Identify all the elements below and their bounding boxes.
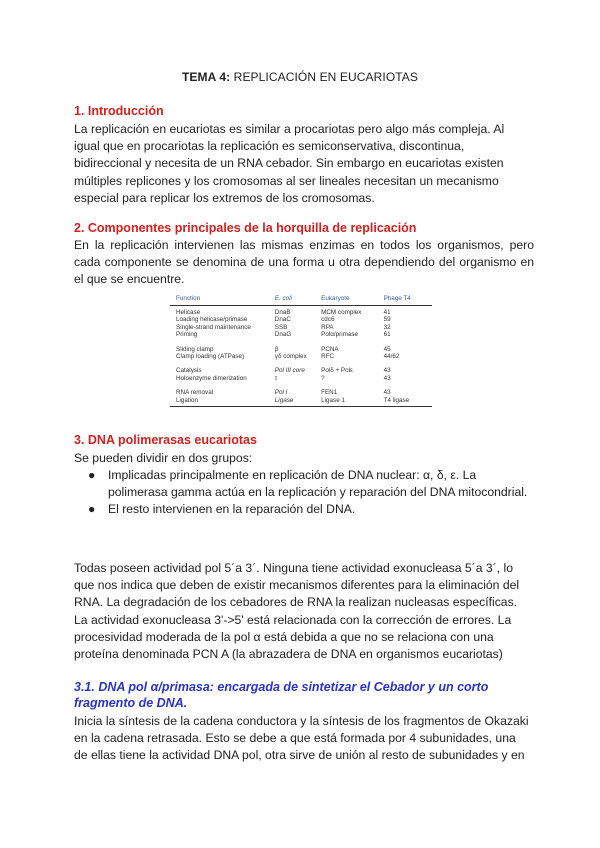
section-1-heading: 1. Introducción	[74, 104, 164, 118]
table-header-row	[170, 293, 432, 306]
table-row	[170, 346, 432, 353]
paragraph-line: procesividad moderada de la pol α está debida a que no se relaciona con una	[74, 629, 494, 644]
section-3-paragraph	[74, 560, 534, 663]
table-cell: Loading helicase/primase	[176, 316, 248, 324]
table-cell: Pol III core	[274, 367, 305, 375]
paragraph-line: que nos indica que deben de existir mecanismos diferentes para la eliminación del	[74, 578, 520, 593]
paragraph-line: RNA. La degradación de los cebadores de RNA la realizan nucleasas específicas.	[74, 595, 518, 610]
table-cell: 43	[383, 374, 391, 382]
table-row	[170, 389, 432, 396]
table-cell: PCNA	[321, 345, 339, 353]
table-cell: Sliding clamp	[176, 345, 214, 353]
heading-line: fragmento de DNA.	[74, 696, 188, 710]
replication-components-table	[170, 293, 432, 408]
table-cell: Clamp loading (ATPase)	[176, 353, 245, 361]
paragraph-line: de ellas tiene la actividad DNA pol, otra sirve de unión al resto de subunidades y en	[74, 748, 525, 763]
section-3-1-paragraph	[74, 713, 534, 765]
table-cell: 44/62	[383, 353, 400, 361]
paragraph-line: bidireccional y necesita de un RNA cebador. Sin embargo en eucariotas existen	[74, 156, 504, 171]
table-cell: 61	[383, 331, 391, 339]
table-cell: 45	[383, 345, 391, 353]
table-header-cell: E. coli	[275, 293, 321, 306]
table-row	[170, 353, 432, 360]
list-item-line: Implicadas principalmente en replicación de DNA nuclear: α, δ, ε. La	[108, 468, 477, 482]
table-cell: RPA	[321, 323, 334, 331]
bullet-icon: ●	[88, 502, 96, 517]
table-row	[170, 316, 432, 323]
table-cell: γδ complex	[274, 353, 307, 361]
polymerase-group-list	[74, 467, 534, 519]
table-cell: 43	[383, 367, 391, 375]
table-header-cell: Phage T4	[384, 293, 432, 306]
table-cell: MCM complex	[321, 309, 362, 316]
table-cell: 32	[383, 323, 391, 331]
table-cell: 43	[383, 389, 391, 397]
table-cell: Catalysis	[176, 367, 202, 375]
table-cell: β	[274, 345, 279, 353]
title-label: TEMA 4:	[181, 70, 231, 84]
table-cell: 59	[383, 316, 391, 324]
table-header-cell: Eukaryote	[321, 293, 383, 306]
bullet-icon: ●	[88, 468, 96, 482]
paragraph-line: La actividad exonucleasa 3'->5' está relacionada con la corrección de errores. La	[74, 612, 512, 627]
table-cell: RNA removal	[176, 389, 214, 397]
list-item-line: El resto intervienen en la reparación del DNA.	[108, 502, 356, 517]
table-cell: DnaG	[274, 331, 292, 339]
list-item-line: polimerasa gamma actúa en la replicación y reparación del DNA mitocondrial.	[108, 485, 528, 500]
table-row	[170, 397, 432, 407]
heading-line: 3.1. DNA pol α/primasa: encargada de sintetizar el Cebador y un corto	[74, 680, 489, 694]
paragraph-line: en la cadena retrasada. Esto se debe a que está formada por 4 subunidades, una	[74, 731, 516, 746]
table-cell: Pol I	[274, 389, 288, 397]
table-cell: Ligase	[275, 397, 321, 407]
paragraph-line: especial para replicar los extremos de los cromosomas.	[74, 190, 375, 205]
table-cell: Helicase	[176, 309, 201, 316]
table-cell: RFC	[321, 353, 335, 361]
paragraph-line: Inicia la síntesis de la cadena conductora y la síntesis de los fragmentos de Okazaki	[74, 714, 529, 728]
table-cell: DnaC	[274, 316, 291, 324]
table-cell: Ligase 1	[321, 397, 383, 407]
section-3-intro: Se pueden dividir en dos grupos:	[74, 451, 253, 465]
section-3-heading: 3. DNA polimerasas eucariotas	[74, 433, 257, 447]
table-row	[170, 331, 432, 338]
table-cell: τ	[274, 374, 278, 382]
table-spacer	[170, 339, 432, 346]
table-row	[170, 306, 432, 317]
table-spacer	[170, 360, 432, 367]
table-cell: ?	[321, 374, 325, 382]
paragraph-line: múltiples replicones y los cromosomas al ser lineales necesitan un mecanismo	[74, 173, 499, 188]
paragraph-line: Todas poseen actividad pol 5´a 3´. Ninguna tiene actividad exonucleasa 5´a 3´, lo	[74, 561, 514, 575]
table-cell: Priming	[176, 331, 198, 339]
section-2-heading: 2. Componentes principales de la horquilla de replicación	[74, 221, 417, 235]
paragraph-line: proteína denominada PCN A (la abrazadera de DNA en organismos eucariotas)	[74, 647, 503, 662]
table-header-cell: Function	[170, 293, 275, 306]
list-item	[74, 467, 534, 501]
table-row	[170, 367, 432, 374]
list-item	[74, 501, 534, 518]
section-2-paragraph: En la replicación intervienen las mismas enzimas en todos los organismos, pero cada componente se denomina de una forma u otra dependiendo del organismo en el que se encuentre.	[74, 238, 534, 287]
title-text: REPLICACIÓN EN EUCARIOTAS	[230, 70, 418, 84]
paragraph-line: igual que en procariotas la replicación es semiconservativa, discontinua,	[74, 139, 465, 154]
section-1-paragraph	[74, 121, 534, 207]
document-title	[0, 70, 600, 84]
table-cell: DnaB	[274, 309, 291, 316]
paragraph-line: La replicación en eucariotas es similar a procariotas pero algo más compleja. Al	[74, 122, 505, 136]
table-cell: Ligation	[170, 397, 275, 407]
table-cell: FEN1	[321, 389, 338, 397]
table-cell: Holoenzyme dimerization	[176, 374, 247, 382]
table-cell: Polδ + Polε	[321, 367, 353, 375]
section-3-1-heading	[74, 679, 534, 711]
table-cell: Single-strand maintenance	[176, 323, 251, 331]
table-cell: T4 ligase	[384, 397, 432, 407]
table-cell: 41	[383, 309, 391, 316]
table-row	[170, 375, 432, 382]
table-cell: Polα/primase	[321, 331, 359, 339]
table-spacer	[170, 382, 432, 389]
table-row	[170, 324, 432, 331]
table-cell: cdc6	[321, 316, 335, 324]
table-cell: SSB	[274, 323, 288, 331]
